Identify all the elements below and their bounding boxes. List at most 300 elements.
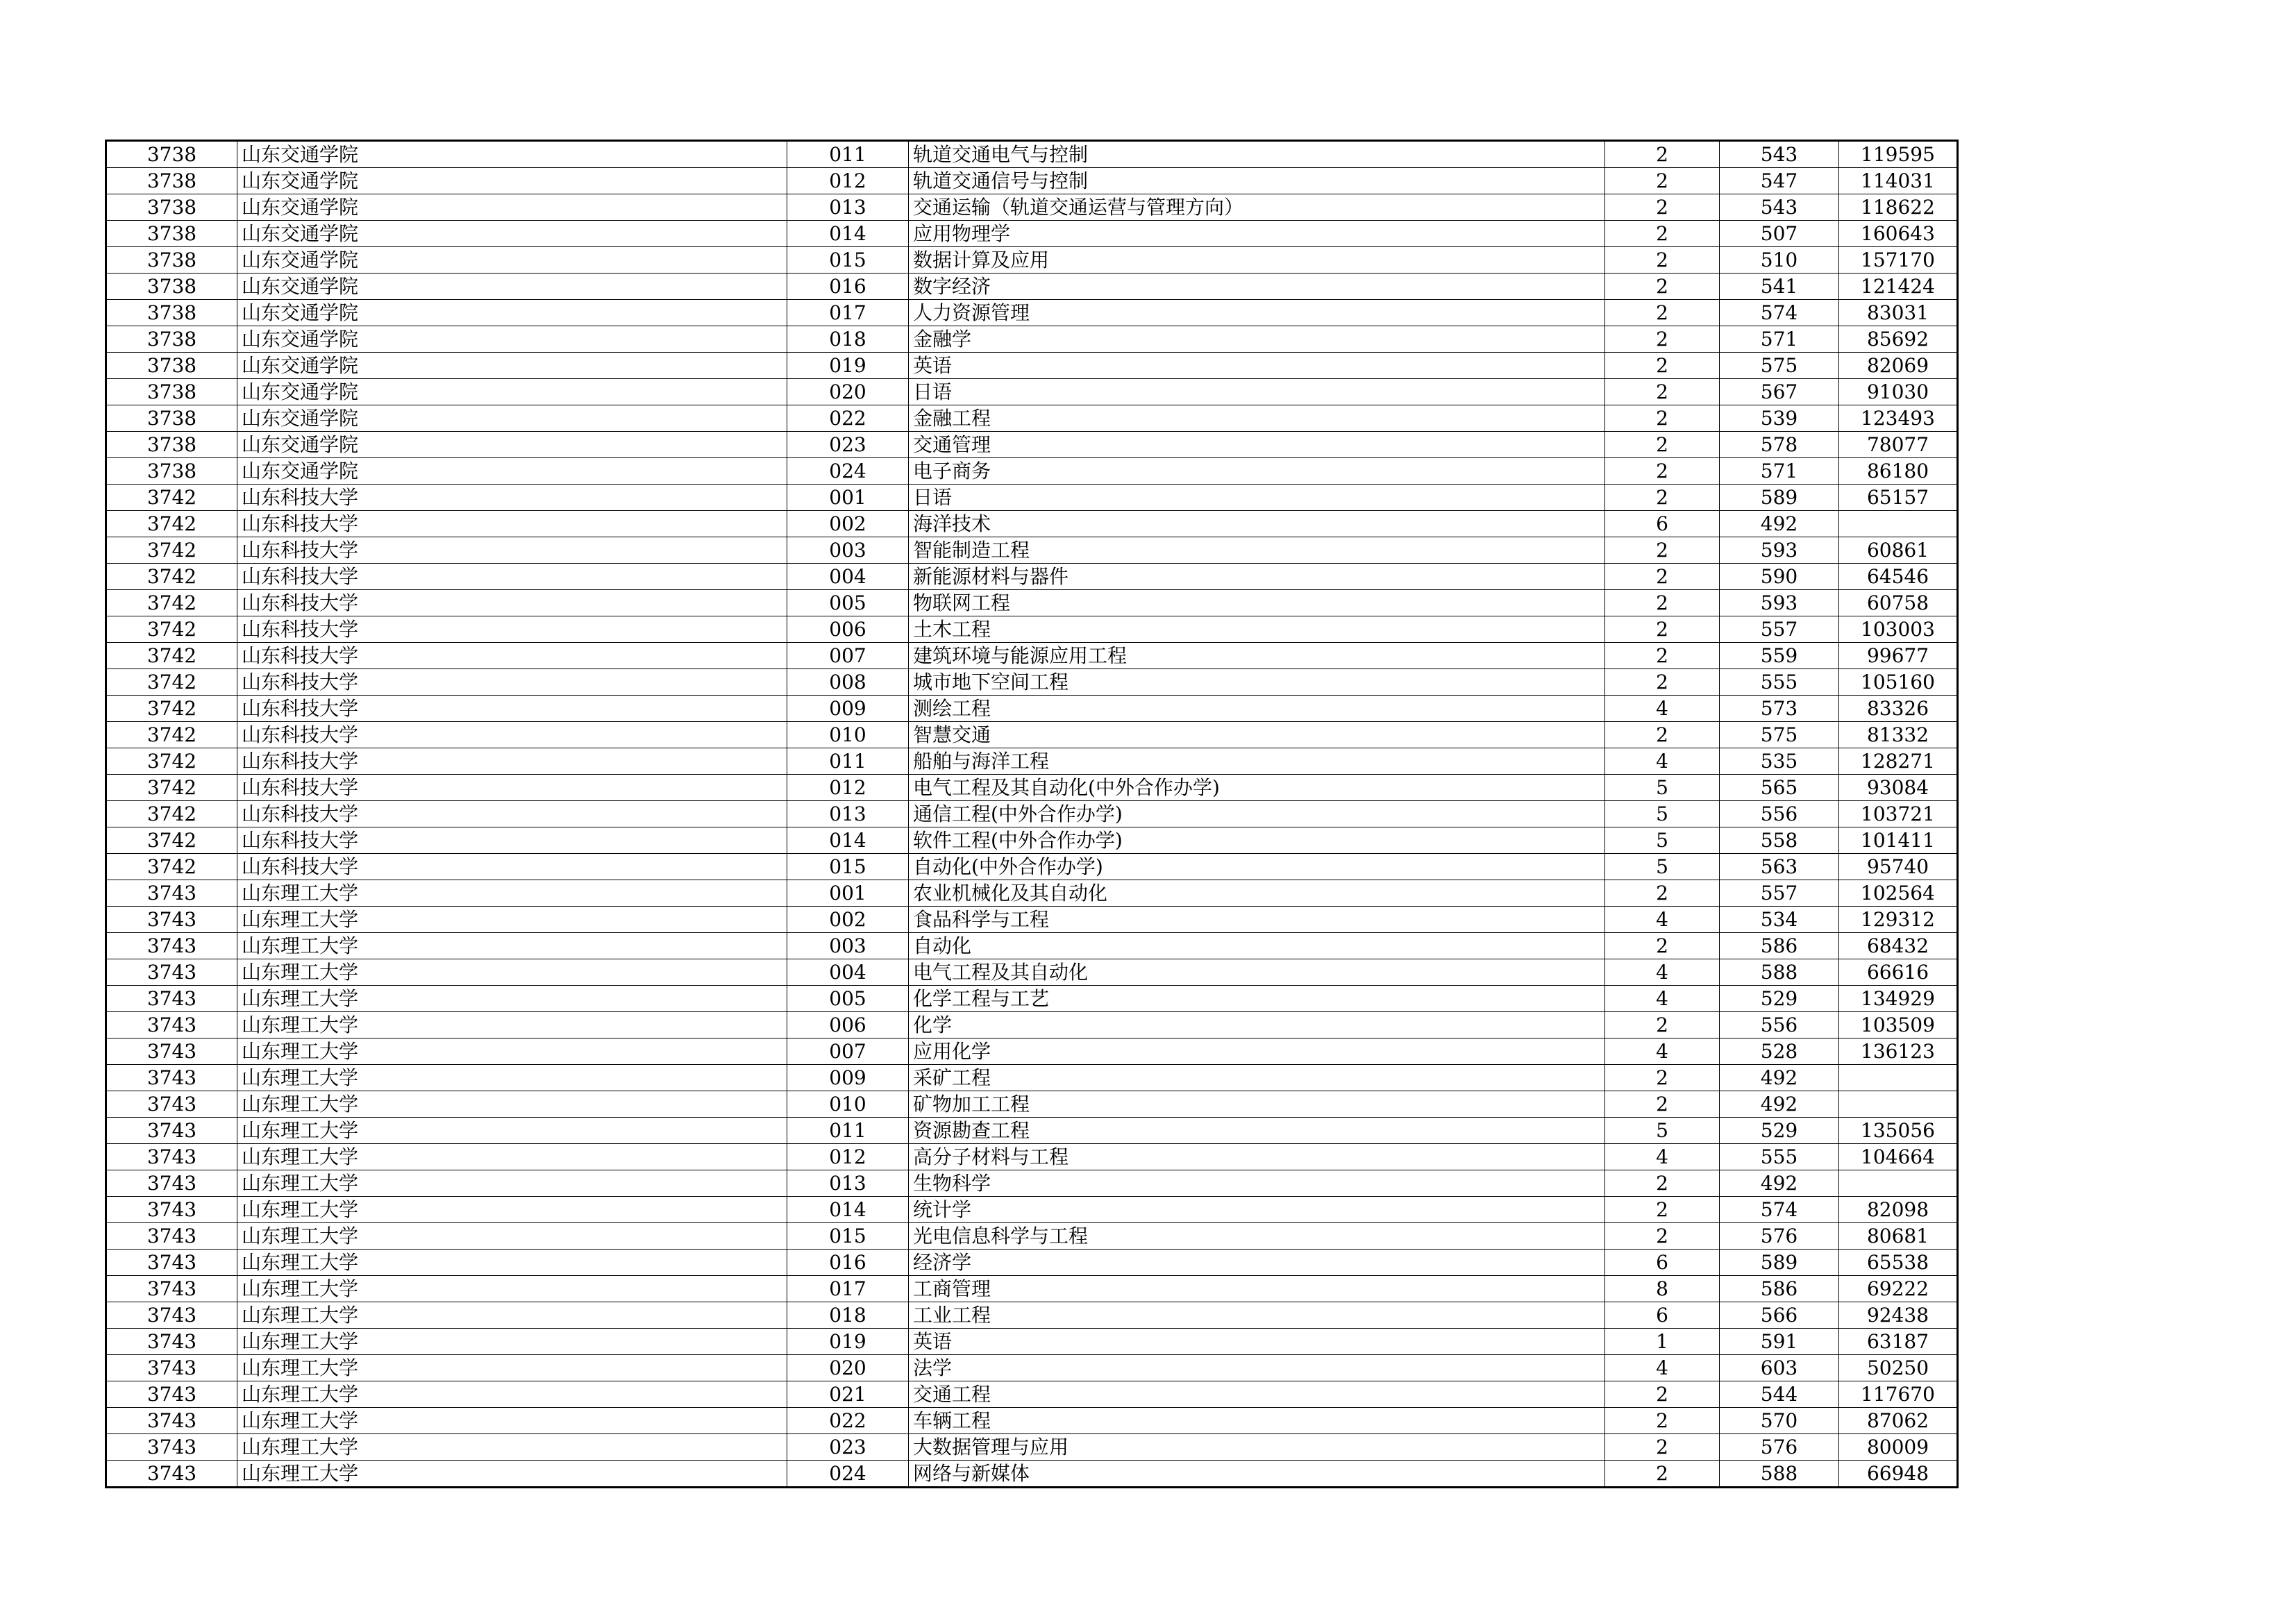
table-row <box>106 1381 1958 1408</box>
school-name-cell: 山东交通学院 <box>237 141 787 168</box>
school-code-cell: 3742 <box>106 590 237 616</box>
major-code-cell: 024 <box>787 458 909 485</box>
major-code-cell: 015 <box>787 1223 909 1250</box>
major-code-cell: 001 <box>787 485 909 511</box>
plan-count-cell: 6 <box>1605 1302 1720 1329</box>
plan-count-cell: 6 <box>1605 511 1720 537</box>
min-score-cell: 576 <box>1720 1223 1839 1250</box>
plan-count-cell: 2 <box>1605 1065 1720 1091</box>
min-rank-cell: 82098 <box>1839 1197 1958 1223</box>
major-code-cell: 010 <box>787 1091 909 1118</box>
table-row <box>106 1461 1958 1488</box>
min-score-cell: 565 <box>1720 775 1839 801</box>
school-name-cell: 山东科技大学 <box>237 827 787 854</box>
min-rank-cell: 103721 <box>1839 801 1958 827</box>
min-rank-cell: 102564 <box>1839 880 1958 907</box>
plan-count-cell: 2 <box>1605 326 1720 353</box>
min-score-cell: 588 <box>1720 959 1839 986</box>
min-score-cell: 555 <box>1720 1144 1839 1170</box>
min-rank-cell: 60758 <box>1839 590 1958 616</box>
table-row <box>106 880 1958 907</box>
school-name-cell: 山东理工大学 <box>237 1091 787 1118</box>
plan-count-cell: 2 <box>1605 274 1720 300</box>
plan-count-cell: 2 <box>1605 1461 1720 1488</box>
major-name-cell: 农业机械化及其自动化 <box>909 880 1605 907</box>
major-name-cell: 英语 <box>909 1329 1605 1355</box>
table-row <box>106 1144 1958 1170</box>
major-name-cell: 数据计算及应用 <box>909 247 1605 274</box>
major-code-cell: 003 <box>787 537 909 564</box>
plan-count-cell: 2 <box>1605 458 1720 485</box>
major-name-cell: 高分子材料与工程 <box>909 1144 1605 1170</box>
major-code-cell: 011 <box>787 141 909 168</box>
min-score-cell: 510 <box>1720 247 1839 274</box>
major-name-cell: 生物科学 <box>909 1170 1605 1197</box>
min-score-cell: 559 <box>1720 643 1839 669</box>
min-score-cell: 586 <box>1720 1276 1839 1302</box>
min-score-cell: 556 <box>1720 1012 1839 1038</box>
school-code-cell: 3742 <box>106 564 237 590</box>
major-name-cell: 船舶与海洋工程 <box>909 748 1605 775</box>
plan-count-cell: 2 <box>1605 1408 1720 1434</box>
major-code-cell: 013 <box>787 194 909 221</box>
plan-count-cell: 2 <box>1605 247 1720 274</box>
min-rank-cell: 50250 <box>1839 1355 1958 1381</box>
min-score-cell: 570 <box>1720 1408 1839 1434</box>
major-name-cell: 工商管理 <box>909 1276 1605 1302</box>
min-score-cell: 593 <box>1720 537 1839 564</box>
min-rank-cell: 80009 <box>1839 1434 1958 1461</box>
plan-count-cell: 4 <box>1605 907 1720 933</box>
major-name-cell: 新能源材料与器件 <box>909 564 1605 590</box>
min-score-cell: 571 <box>1720 458 1839 485</box>
major-name-cell: 人力资源管理 <box>909 300 1605 326</box>
min-rank-cell: 83326 <box>1839 696 1958 722</box>
major-name-cell: 土木工程 <box>909 616 1605 643</box>
school-name-cell: 山东科技大学 <box>237 590 787 616</box>
min-score-cell: 589 <box>1720 1250 1839 1276</box>
table-row <box>106 696 1958 722</box>
school-code-cell: 3738 <box>106 458 237 485</box>
major-code-cell: 012 <box>787 1144 909 1170</box>
major-name-cell: 自动化(中外合作办学) <box>909 854 1605 880</box>
table-row <box>106 616 1958 643</box>
plan-count-cell: 2 <box>1605 669 1720 696</box>
school-name-cell: 山东科技大学 <box>237 616 787 643</box>
min-score-cell: 593 <box>1720 590 1839 616</box>
min-rank-cell: 105160 <box>1839 669 1958 696</box>
school-name-cell: 山东科技大学 <box>237 537 787 564</box>
major-name-cell: 海洋技术 <box>909 511 1605 537</box>
major-code-cell: 012 <box>787 168 909 194</box>
table-row <box>106 194 1958 221</box>
min-score-cell: 529 <box>1720 1118 1839 1144</box>
school-name-cell: 山东交通学院 <box>237 458 787 485</box>
min-rank-cell: 104664 <box>1839 1144 1958 1170</box>
plan-count-cell: 2 <box>1605 1381 1720 1408</box>
school-code-cell: 3743 <box>106 986 237 1012</box>
min-score-cell: 557 <box>1720 616 1839 643</box>
school-code-cell: 3738 <box>106 168 237 194</box>
min-rank-cell: 60861 <box>1839 537 1958 564</box>
min-score-cell: 543 <box>1720 141 1839 168</box>
major-name-cell: 智能制造工程 <box>909 537 1605 564</box>
school-name-cell: 山东科技大学 <box>237 485 787 511</box>
major-name-cell: 化学工程与工艺 <box>909 986 1605 1012</box>
min-score-cell: 544 <box>1720 1381 1839 1408</box>
plan-count-cell: 8 <box>1605 1276 1720 1302</box>
school-code-cell: 3743 <box>106 933 237 959</box>
school-code-cell: 3743 <box>106 1170 237 1197</box>
major-code-cell: 013 <box>787 801 909 827</box>
table-row <box>106 722 1958 748</box>
min-score-cell: 591 <box>1720 1329 1839 1355</box>
major-name-cell: 通信工程(中外合作办学) <box>909 801 1605 827</box>
min-rank-cell: 63187 <box>1839 1329 1958 1355</box>
school-code-cell: 3738 <box>106 326 237 353</box>
major-name-cell: 城市地下空间工程 <box>909 669 1605 696</box>
major-name-cell: 矿物加工工程 <box>909 1091 1605 1118</box>
table-row <box>106 1065 1958 1091</box>
major-name-cell: 车辆工程 <box>909 1408 1605 1434</box>
major-name-cell: 食品科学与工程 <box>909 907 1605 933</box>
min-rank-cell: 91030 <box>1839 379 1958 405</box>
min-rank-cell: 121424 <box>1839 274 1958 300</box>
min-rank-cell: 82069 <box>1839 353 1958 379</box>
table-row <box>106 1408 1958 1434</box>
min-rank-cell: 117670 <box>1839 1381 1958 1408</box>
major-name-cell: 交通管理 <box>909 432 1605 458</box>
table-row <box>106 168 1958 194</box>
major-code-cell: 002 <box>787 907 909 933</box>
min-rank-cell: 101411 <box>1839 827 1958 854</box>
min-rank-cell: 123493 <box>1839 405 1958 432</box>
school-code-cell: 3742 <box>106 827 237 854</box>
major-code-cell: 014 <box>787 827 909 854</box>
major-name-cell: 数字经济 <box>909 274 1605 300</box>
table-row <box>106 141 1958 168</box>
plan-count-cell: 2 <box>1605 221 1720 247</box>
plan-count-cell: 2 <box>1605 379 1720 405</box>
plan-count-cell: 2 <box>1605 616 1720 643</box>
major-code-cell: 020 <box>787 1355 909 1381</box>
major-name-cell: 英语 <box>909 353 1605 379</box>
table-row <box>106 432 1958 458</box>
table-row <box>106 907 1958 933</box>
plan-count-cell: 4 <box>1605 748 1720 775</box>
major-code-cell: 011 <box>787 748 909 775</box>
major-name-cell: 电子商务 <box>909 458 1605 485</box>
min-rank-cell: 68432 <box>1839 933 1958 959</box>
plan-count-cell: 2 <box>1605 564 1720 590</box>
min-rank-cell: 136123 <box>1839 1038 1958 1065</box>
plan-count-cell: 5 <box>1605 801 1720 827</box>
min-score-cell: 557 <box>1720 880 1839 907</box>
school-code-cell: 3742 <box>106 775 237 801</box>
school-code-cell: 3743 <box>106 1118 237 1144</box>
school-name-cell: 山东科技大学 <box>237 775 787 801</box>
school-name-cell: 山东科技大学 <box>237 696 787 722</box>
major-name-cell: 交通工程 <box>909 1381 1605 1408</box>
school-code-cell: 3738 <box>106 405 237 432</box>
school-code-cell: 3738 <box>106 432 237 458</box>
min-rank-cell: 157170 <box>1839 247 1958 274</box>
plan-count-cell: 2 <box>1605 722 1720 748</box>
school-name-cell: 山东理工大学 <box>237 1302 787 1329</box>
school-code-cell: 3742 <box>106 616 237 643</box>
school-name-cell: 山东理工大学 <box>237 1355 787 1381</box>
school-name-cell: 山东交通学院 <box>237 274 787 300</box>
school-code-cell: 3743 <box>106 1276 237 1302</box>
school-code-cell: 3742 <box>106 854 237 880</box>
table-row <box>106 1118 1958 1144</box>
school-code-cell: 3743 <box>106 1223 237 1250</box>
plan-count-cell: 2 <box>1605 933 1720 959</box>
table-row <box>106 854 1958 880</box>
min-score-cell: 586 <box>1720 933 1839 959</box>
min-rank-cell: 69222 <box>1839 1276 1958 1302</box>
school-code-cell: 3742 <box>106 722 237 748</box>
major-code-cell: 009 <box>787 696 909 722</box>
min-score-cell: 547 <box>1720 168 1839 194</box>
school-name-cell: 山东理工大学 <box>237 907 787 933</box>
plan-count-cell: 4 <box>1605 986 1720 1012</box>
school-name-cell: 山东理工大学 <box>237 1408 787 1434</box>
min-score-cell: 590 <box>1720 564 1839 590</box>
major-name-cell: 电气工程及其自动化 <box>909 959 1605 986</box>
table-row <box>106 1197 1958 1223</box>
min-score-cell: 492 <box>1720 1170 1839 1197</box>
major-name-cell: 经济学 <box>909 1250 1605 1276</box>
table-row <box>106 748 1958 775</box>
school-name-cell: 山东理工大学 <box>237 1144 787 1170</box>
min-rank-cell: 95740 <box>1839 854 1958 880</box>
plan-count-cell: 4 <box>1605 1038 1720 1065</box>
major-name-cell: 工业工程 <box>909 1302 1605 1329</box>
school-code-cell: 3743 <box>106 1302 237 1329</box>
school-code-cell: 3742 <box>106 748 237 775</box>
major-code-cell: 008 <box>787 669 909 696</box>
major-code-cell: 016 <box>787 1250 909 1276</box>
min-score-cell: 575 <box>1720 353 1839 379</box>
table-row <box>106 1250 1958 1276</box>
school-name-cell: 山东科技大学 <box>237 801 787 827</box>
table-row <box>106 458 1958 485</box>
school-code-cell: 3743 <box>106 1038 237 1065</box>
plan-count-cell: 2 <box>1605 353 1720 379</box>
major-name-cell: 采矿工程 <box>909 1065 1605 1091</box>
plan-count-cell: 5 <box>1605 1118 1720 1144</box>
major-code-cell: 023 <box>787 432 909 458</box>
table-row <box>106 1434 1958 1461</box>
school-code-cell: 3742 <box>106 801 237 827</box>
plan-count-cell: 2 <box>1605 300 1720 326</box>
table-row <box>106 353 1958 379</box>
plan-count-cell: 2 <box>1605 590 1720 616</box>
plan-count-cell: 5 <box>1605 827 1720 854</box>
school-name-cell: 山东交通学院 <box>237 247 787 274</box>
school-name-cell: 山东交通学院 <box>237 405 787 432</box>
plan-count-cell: 2 <box>1605 1434 1720 1461</box>
school-name-cell: 山东理工大学 <box>237 959 787 986</box>
school-name-cell: 山东理工大学 <box>237 880 787 907</box>
school-code-cell: 3738 <box>106 300 237 326</box>
plan-count-cell: 2 <box>1605 1170 1720 1197</box>
table-row <box>106 274 1958 300</box>
major-name-cell: 日语 <box>909 485 1605 511</box>
min-rank-cell: 86180 <box>1839 458 1958 485</box>
school-code-cell: 3743 <box>106 1329 237 1355</box>
school-code-cell: 3743 <box>106 1461 237 1488</box>
major-name-cell: 轨道交通信号与控制 <box>909 168 1605 194</box>
school-code-cell: 3742 <box>106 511 237 537</box>
school-code-cell: 3743 <box>106 959 237 986</box>
min-score-cell: 528 <box>1720 1038 1839 1065</box>
major-name-cell: 金融工程 <box>909 405 1605 432</box>
school-name-cell: 山东科技大学 <box>237 748 787 775</box>
school-name-cell: 山东科技大学 <box>237 854 787 880</box>
school-code-cell: 3738 <box>106 247 237 274</box>
major-name-cell: 自动化 <box>909 933 1605 959</box>
major-code-cell: 018 <box>787 1302 909 1329</box>
min-rank-cell: 103509 <box>1839 1012 1958 1038</box>
plan-count-cell: 2 <box>1605 1012 1720 1038</box>
min-rank-cell: 135056 <box>1839 1118 1958 1144</box>
major-code-cell: 005 <box>787 590 909 616</box>
major-code-cell: 017 <box>787 1276 909 1302</box>
table-row <box>106 801 1958 827</box>
plan-count-cell: 5 <box>1605 775 1720 801</box>
school-name-cell: 山东理工大学 <box>237 1223 787 1250</box>
major-name-cell: 轨道交通电气与控制 <box>909 141 1605 168</box>
min-rank-cell: 81332 <box>1839 722 1958 748</box>
major-code-cell: 017 <box>787 300 909 326</box>
major-code-cell: 022 <box>787 405 909 432</box>
major-code-cell: 003 <box>787 933 909 959</box>
school-code-cell: 3743 <box>106 880 237 907</box>
min-rank-cell: 134929 <box>1839 986 1958 1012</box>
min-score-cell: 535 <box>1720 748 1839 775</box>
min-score-cell: 571 <box>1720 326 1839 353</box>
school-code-cell: 3743 <box>106 1197 237 1223</box>
min-rank-cell <box>1839 1065 1958 1091</box>
school-name-cell: 山东交通学院 <box>237 168 787 194</box>
plan-count-cell: 2 <box>1605 405 1720 432</box>
plan-count-cell: 4 <box>1605 1355 1720 1381</box>
table-row <box>106 775 1958 801</box>
major-code-cell: 024 <box>787 1461 909 1488</box>
plan-count-cell: 1 <box>1605 1329 1720 1355</box>
min-score-cell: 492 <box>1720 1091 1839 1118</box>
major-name-cell: 金融学 <box>909 326 1605 353</box>
plan-count-cell: 2 <box>1605 194 1720 221</box>
major-code-cell: 004 <box>787 564 909 590</box>
school-code-cell: 3743 <box>106 907 237 933</box>
plan-count-cell: 2 <box>1605 432 1720 458</box>
plan-count-cell: 2 <box>1605 141 1720 168</box>
min-rank-cell: 65157 <box>1839 485 1958 511</box>
major-code-cell: 002 <box>787 511 909 537</box>
plan-count-cell: 2 <box>1605 537 1720 564</box>
school-code-cell: 3738 <box>106 194 237 221</box>
min-score-cell: 492 <box>1720 511 1839 537</box>
major-name-cell: 法学 <box>909 1355 1605 1381</box>
school-code-cell: 3742 <box>106 485 237 511</box>
table-row <box>106 326 1958 353</box>
school-code-cell: 3738 <box>106 274 237 300</box>
school-code-cell: 3742 <box>106 669 237 696</box>
major-name-cell: 电气工程及其自动化(中外合作办学) <box>909 775 1605 801</box>
major-name-cell: 建筑环境与能源应用工程 <box>909 643 1605 669</box>
admission-table <box>105 140 1959 1488</box>
school-code-cell: 3743 <box>106 1355 237 1381</box>
table-row <box>106 1012 1958 1038</box>
school-code-cell: 3743 <box>106 1065 237 1091</box>
plan-count-cell: 2 <box>1605 643 1720 669</box>
school-code-cell: 3743 <box>106 1144 237 1170</box>
min-score-cell: 507 <box>1720 221 1839 247</box>
major-code-cell: 018 <box>787 326 909 353</box>
major-name-cell: 应用物理学 <box>909 221 1605 247</box>
major-name-cell: 资源勘查工程 <box>909 1118 1605 1144</box>
major-name-cell: 交通运输（轨道交通运营与管理方向） <box>909 194 1605 221</box>
plan-count-cell: 4 <box>1605 959 1720 986</box>
school-name-cell: 山东科技大学 <box>237 564 787 590</box>
school-name-cell: 山东科技大学 <box>237 669 787 696</box>
school-name-cell: 山东理工大学 <box>237 1461 787 1488</box>
major-code-cell: 005 <box>787 986 909 1012</box>
table-row <box>106 1355 1958 1381</box>
table-row <box>106 1038 1958 1065</box>
table-row <box>106 1170 1958 1197</box>
min-score-cell: 578 <box>1720 432 1839 458</box>
table-row <box>106 405 1958 432</box>
school-name-cell: 山东理工大学 <box>237 1250 787 1276</box>
school-name-cell: 山东理工大学 <box>237 1065 787 1091</box>
school-name-cell: 山东交通学院 <box>237 432 787 458</box>
min-rank-cell: 93084 <box>1839 775 1958 801</box>
major-code-cell: 023 <box>787 1434 909 1461</box>
min-rank-cell <box>1839 511 1958 537</box>
min-score-cell: 558 <box>1720 827 1839 854</box>
table-body <box>106 141 1958 1488</box>
min-score-cell: 566 <box>1720 1302 1839 1329</box>
min-rank-cell: 64546 <box>1839 564 1958 590</box>
school-name-cell: 山东交通学院 <box>237 221 787 247</box>
min-rank-cell: 87062 <box>1839 1408 1958 1434</box>
plan-count-cell: 2 <box>1605 1223 1720 1250</box>
table-row <box>106 986 1958 1012</box>
major-code-cell: 010 <box>787 722 909 748</box>
min-rank-cell: 83031 <box>1839 300 1958 326</box>
school-code-cell: 3743 <box>106 1091 237 1118</box>
table-row <box>106 933 1958 959</box>
school-code-cell: 3743 <box>106 1381 237 1408</box>
school-name-cell: 山东理工大学 <box>237 986 787 1012</box>
plan-count-cell: 6 <box>1605 1250 1720 1276</box>
plan-count-cell: 5 <box>1605 854 1720 880</box>
plan-count-cell: 2 <box>1605 1197 1720 1223</box>
table-row <box>106 485 1958 511</box>
min-rank-cell <box>1839 1091 1958 1118</box>
min-rank-cell: 129312 <box>1839 907 1958 933</box>
min-score-cell: 492 <box>1720 1065 1839 1091</box>
major-name-cell: 化学 <box>909 1012 1605 1038</box>
school-name-cell: 山东理工大学 <box>237 1276 787 1302</box>
major-code-cell: 019 <box>787 353 909 379</box>
major-code-cell: 022 <box>787 1408 909 1434</box>
major-code-cell: 012 <box>787 775 909 801</box>
